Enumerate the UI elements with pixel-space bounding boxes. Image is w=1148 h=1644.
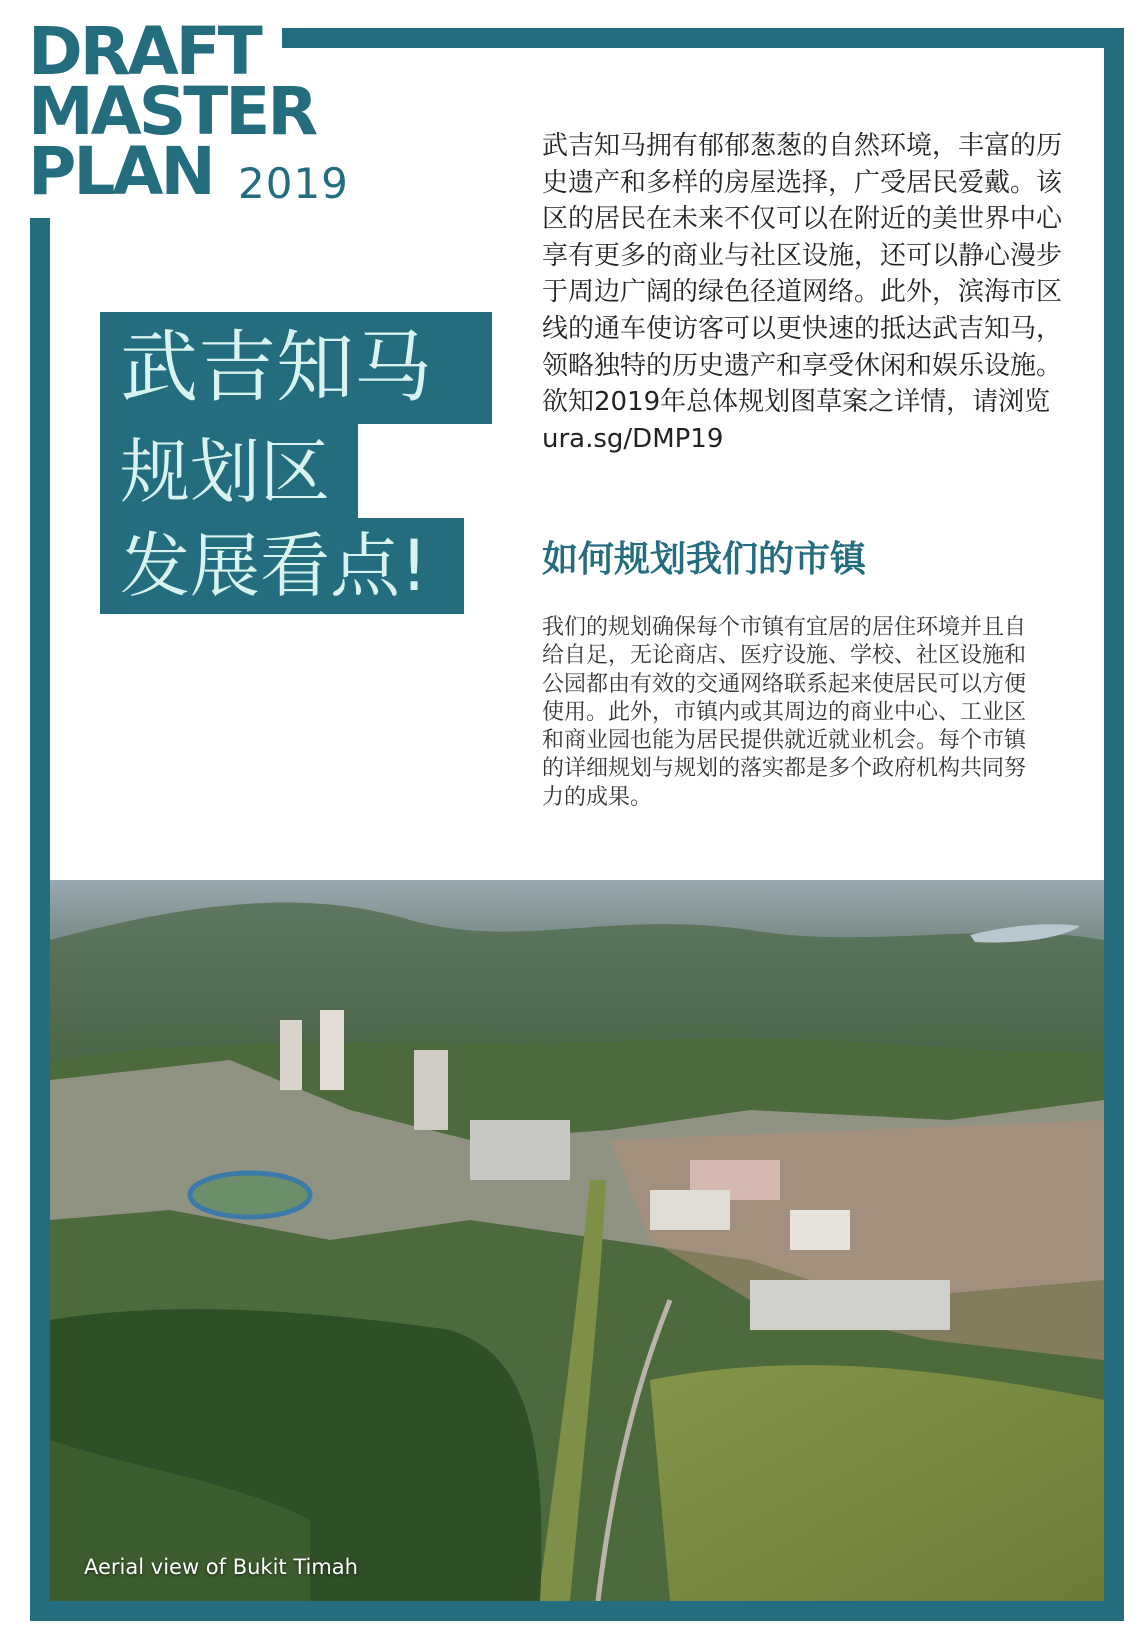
frame-right-border [1104, 28, 1124, 1621]
photo-caption: Aerial view of Bukit Timah [84, 1555, 358, 1579]
page-title-line-2: 规划区 [100, 424, 358, 520]
section-body-paragraph: 我们的规划确保每个市镇有宜居的居住环境并且自给自足，无论商店、医疗设施、学校、社区设施和公园都由有效的交通网络联系起来使居民可以方便使用。此外，市镇内或其周边的商业中心、工业区和商业园也能为居民提供就近就业机会。每个市镇的详细规划与规划的落实都是多个政府机构共同努力的成果。 [542, 615, 1027, 810]
logo-line-master: MASTER [28, 73, 316, 150]
intro-paragraph: 武吉知马拥有郁郁葱葱的自然环境，丰富的历史遗产和多样的房屋选择，广受居民爱戴。该区的居民在未来不仅可以在附近的美世界中心享有更多的商业与社区设施，还可以静心漫步于周边广阔的绿色径道网络。此外，滨海市区线的通车使访客可以更快速的抵达武吉知马，领略独特的历史遗产和享受休闲和娱乐设施。欲知2019年总体规划图草案之详情，请浏览 ura.sg/DMP19 [542, 131, 1063, 454]
draft-master-plan-logo [28, 13, 358, 210]
logo-year: 2019 [238, 159, 349, 208]
aerial-photo-illustration [50, 880, 1104, 1601]
frame-top-border [282, 28, 1124, 48]
frame-bottom-border [30, 1601, 1124, 1621]
page-title-line-3: 发展看点! [100, 518, 464, 614]
logo-line-draft: DRAFT [28, 13, 260, 90]
frame-left-border [30, 218, 50, 1621]
page-title-line-1: 武吉知马 [100, 312, 492, 424]
logo-line-plan: PLAN [28, 133, 213, 210]
aerial-photo [50, 880, 1104, 1601]
section-heading: 如何规划我们的市镇 [542, 539, 867, 580]
